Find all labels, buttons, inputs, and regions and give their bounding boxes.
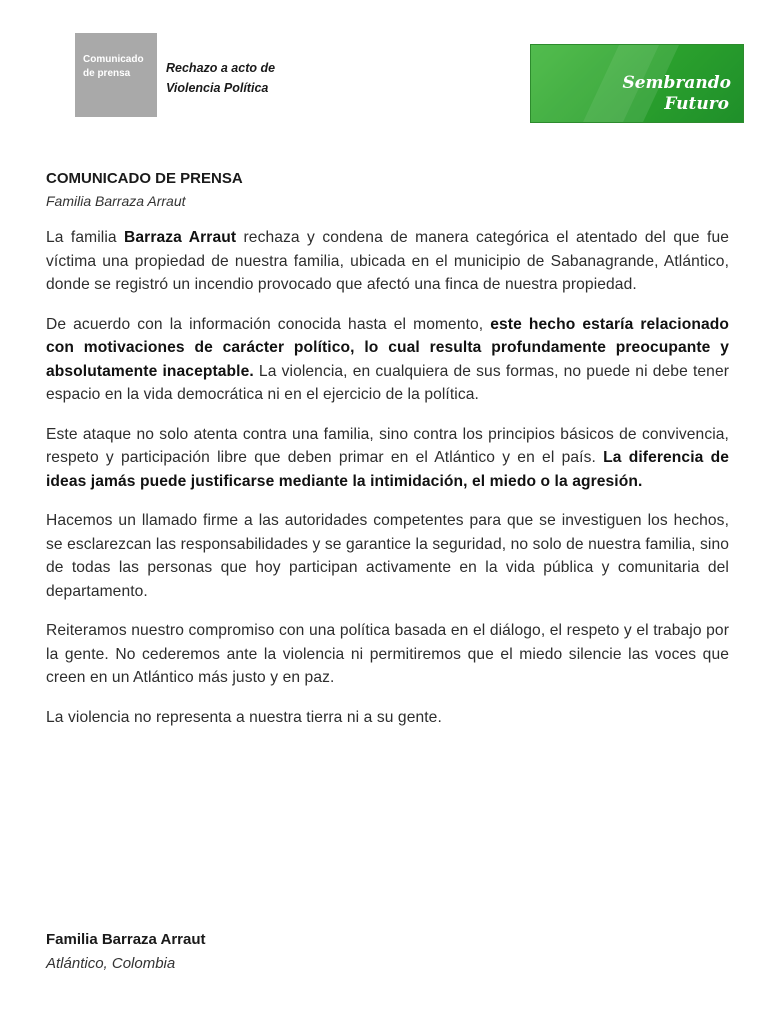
ideas-emphasis: La diferencia de ideas jamás puede justificarse mediante la intimidación, el miedo o la agresión. <box>46 449 730 490</box>
paragraph-5: Reiteramos nuestro compromiso con una política basada en el diálogo, el respeto y el trabajo por la gente. No cederemos ante la violencia ni permitiremos que el miedo silencie las voces que creen en un Atlántico más justo y en paz. <box>46 622 729 686</box>
family-name-emphasis: Barraza Arraut <box>124 229 237 246</box>
signature-name: Familia Barraza Arraut <box>46 931 206 948</box>
paragraph-1: La familia Barraza Arraut rechaza y condena de manera categórica el atentado del que fue víctima una propiedad de nuestra familia, ubicada en el municipio de Sabanagrande, Atlántico, donde se registró un incendio provocado que afectó una finca de nuestra propiedad. <box>46 229 729 293</box>
logo-text-line1: Sembrando <box>622 73 731 93</box>
document-title: COMUNICADO DE PRENSA <box>46 170 243 187</box>
press-release-label-box <box>75 33 157 117</box>
logo-text-line2: Futuro <box>664 94 729 114</box>
press-release-label <box>83 53 144 81</box>
header-subject-line2: Violencia Política <box>166 81 269 95</box>
header-subject <box>166 58 275 98</box>
paragraph-2: De acuerdo con la información conocida hasta el momento, este hecho estaría relacionado con motivaciones de carácter político, lo cual resulta profundamente preocupante y absolutamente inaceptable. La violencia, en cualquiera de sus formas, no puede ni debe tener espacio en la vida democrática ni en el ejercicio de la política. <box>46 315 730 403</box>
paragraph-6: La violencia no representa a nuestra tierra ni a su gente. <box>46 708 442 726</box>
political-motivation-emphasis: este hecho estaría relacionado con motivaciones de carácter político, lo cual resulta profundamente preocupante y absolutamente inaceptable. <box>46 315 729 380</box>
signature-block <box>46 928 206 976</box>
paragraph-3: Este ataque no solo atenta contra una familia, sino contra los principios básicos de convivencia, respeto y participación libre que deben primar en el Atlántico y en el país. La diferencia de ideas jamás puede justificarse mediante la intimidación, el miedo o la agresión. <box>46 425 730 490</box>
sembrando-futuro-logo <box>530 44 744 123</box>
logo-text <box>622 73 731 115</box>
press-release-label-line1: Comunicado <box>83 54 144 65</box>
header-subject-line1: Rechazo a acto de <box>166 61 276 75</box>
signature-place: Atlántico, Colombia <box>46 955 176 972</box>
document-body <box>46 168 729 745</box>
press-release-label-line2: de prensa <box>83 68 131 79</box>
document-subtitle: Familia Barraza Arraut <box>46 193 186 209</box>
paragraph-4: Hacemos un llamado firme a las autoridades competentes para que se investiguen los hechos, se esclarezcan las responsabilidades y se garantice la seguridad, no solo de nuestra familia, sino de todas las personas que hoy participan activamente en la vida pública y comunitaria del departamento. <box>46 512 729 600</box>
